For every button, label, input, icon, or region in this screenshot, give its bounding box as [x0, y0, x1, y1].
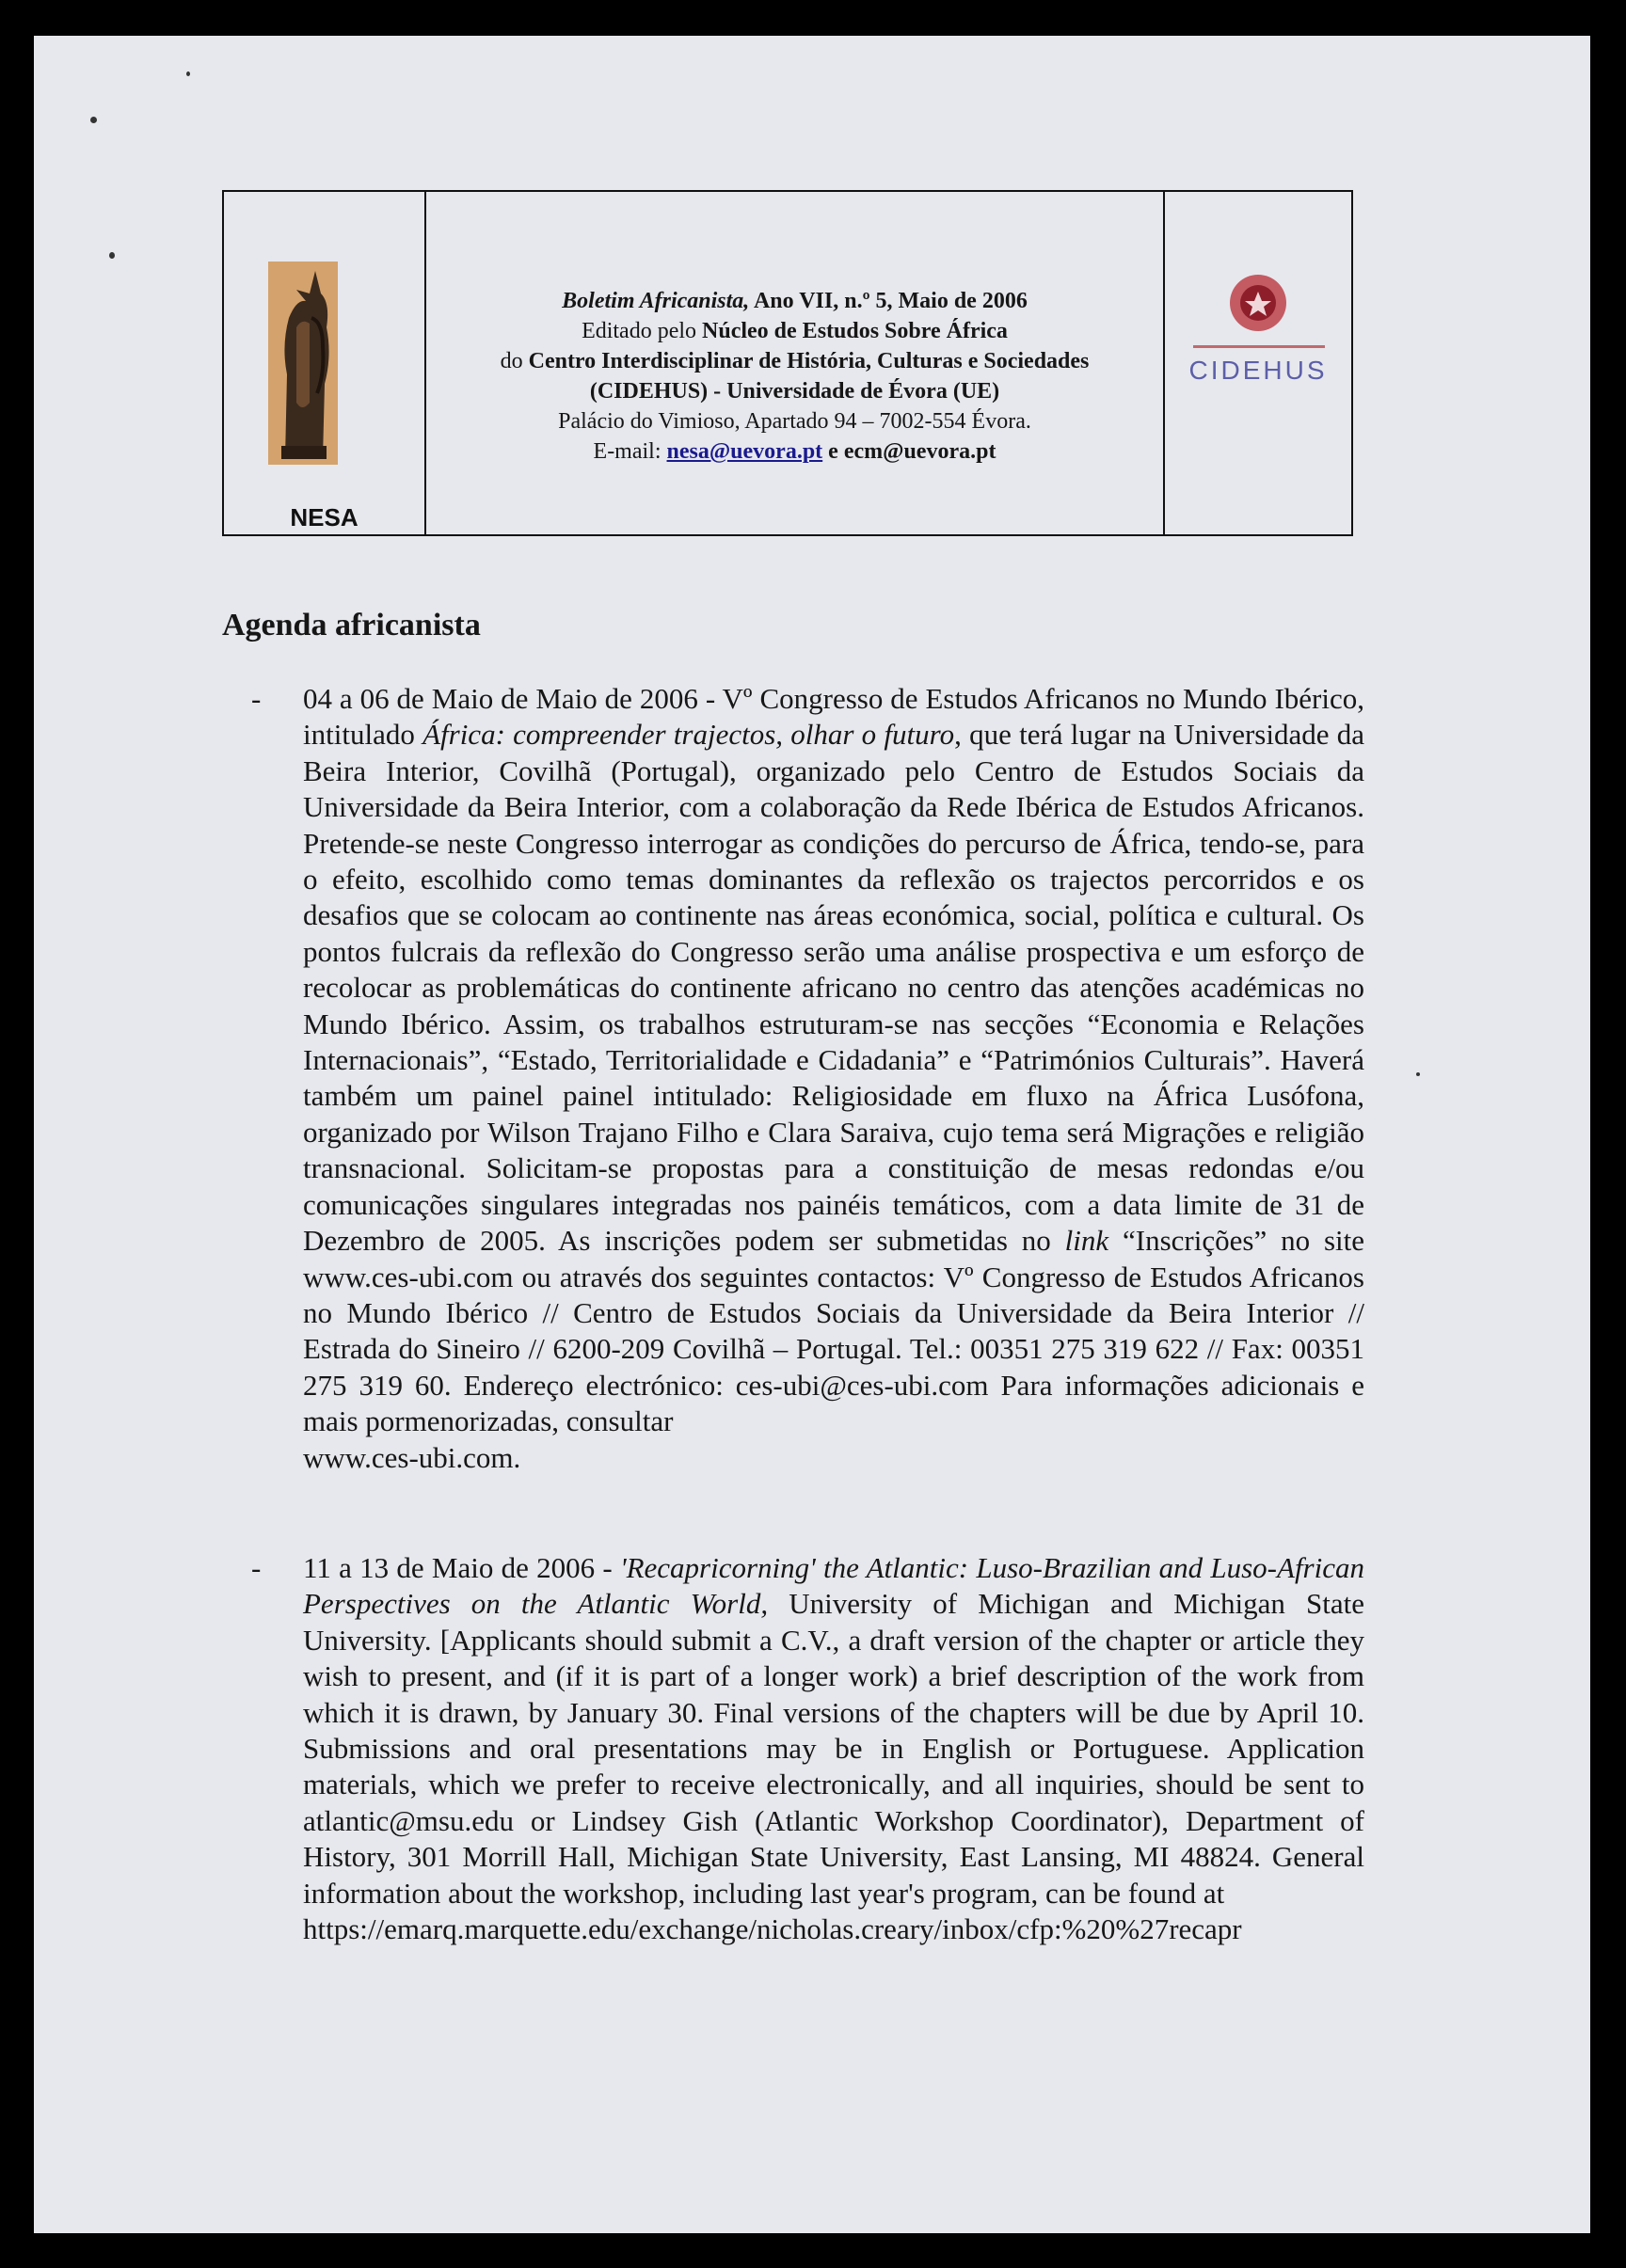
email-link-nesa[interactable]: nesa@uevora.pt: [666, 439, 823, 464]
cidehus-logo-text: CIDEHUS: [1188, 356, 1328, 385]
entry-url: www.ces-ubi.com.: [303, 1440, 521, 1474]
bulletin-title: Boletim Africanista,: [562, 289, 750, 313]
entry-text: Vº Congresso de Estudos Africanos no Mundo Ibérico, intitulado: [303, 682, 1364, 752]
masthead-box: [222, 190, 1353, 536]
entry-url: https://emarq.marquette.edu/exchange/nicholas.creary/inbox/cfp:%20%27recapr: [303, 1912, 1242, 1946]
editor-org: Núcleo de Estudos Sobre África: [702, 319, 1008, 343]
section-heading: Agenda africanista: [222, 608, 481, 642]
masthead-center-cell: [426, 192, 1165, 534]
email-line: [426, 436, 1163, 467]
entry-date: 04 a 06 de Maio de Maio de 2006 -: [303, 682, 723, 715]
email-prefix: E-mail:: [593, 439, 667, 464]
entry-dash: -: [251, 1551, 262, 1584]
entry-link-italic: link: [1064, 1224, 1109, 1258]
scan-speck: [109, 252, 115, 259]
centre-line: [426, 346, 1163, 376]
agenda-entry: [251, 681, 1365, 1476]
entry-date: 11 a 13 de Maio de 2006 -: [303, 1551, 620, 1584]
cidehus-logo-rule: [1193, 342, 1325, 352]
university-seal-icon: [1228, 273, 1288, 333]
centre-org: Centro Interdisciplinar de História, Culturas e Sociedades: [528, 349, 1090, 373]
bulletin-issue: Ano VII, n.º 5, Maio de 2006: [749, 289, 1028, 313]
entry-text: “Inscrições” no site www.ces-ubi.com ou através dos seguintes contactos: Vº Congresso de Estudos Africanos no Mundo Ibérico // Centro de Estudos Sociais da Universidade da Beira Interior // Estrada do Sineiro // 6200-209 Covilhã – Portugal. Tel.: 00351 275 319 622 // Fax: 00351 275 319 60. Endereço electrónico: ces-ubi@ces-ubi.com Para informações adicionais e mais pormenorizadas, consultar: [303, 1224, 1365, 1438]
email-join: e: [822, 439, 844, 464]
centre-prefix: do: [500, 349, 529, 373]
email-ecm: ecm@uevora.pt: [843, 439, 996, 464]
editor-line: [426, 316, 1163, 346]
entry-dash: -: [251, 682, 262, 715]
university-line: [426, 376, 1163, 406]
bulletin-title-line: [426, 286, 1163, 316]
scan-speck: [186, 71, 190, 76]
nesa-label: NESA: [290, 503, 359, 531]
agenda-entry: [251, 1550, 1365, 1947]
editor-prefix: Editado pelo: [582, 319, 703, 343]
scan-speck: [1416, 1072, 1420, 1076]
university-name: (CIDEHUS) - Universidade de Évora (UE): [589, 379, 1000, 404]
entry-text: University of Michigan and Michigan State University. [Applicants should submit a C.V., a draft version of the chapter or article they wish to present, and (if it is part of a longer work) a brief description of the work from which it is drawn, by January 30. Final versions of the chapters will be due by April 10. Submissions and oral presentations may be in English or Portuguese. Application materials, which we prefer to receive electronically, and all inquiries, should be sent to atlantic@msu.edu or Lindsey Gish (Atlantic Workshop Coordinator), Department of History, 301 Morrill Hall, Michigan State University, East Lansing, MI 48824. General information about the workshop, including last year's program, can be found at: [303, 1587, 1365, 1910]
masthead-left-cell: [224, 192, 426, 534]
masthead-text: [426, 286, 1163, 467]
nesa-logo-sculpture: [268, 262, 338, 465]
address-line: Palácio do Vimioso, Apartado 94 – 7002-554 Évora.: [558, 409, 1031, 434]
entry-title-italic: 'Recapricorning' the Atlantic: Luso-Brazilian and Luso-African Perspectives on the Atlantic World,: [303, 1551, 1364, 1621]
entry-text: , que terá lugar na Universidade da Beira Interior, Covilhã (Portugal), organizado pelo Centro de Estudos Sociais da Universidade da Beira Interior, com a colaboração da Rede Ibérica de Estudos Africanos. Pretende-se neste Congresso interrogar as condições do percurso de África, tendo-se, para o efeito, escolhido como temas dominantes da reflexão os trajectos percorridos e os desafios que se colocam ao continente nas áreas económica, social, política e cultural. Os pontos fulcrais da reflexão do Congresso serão uma análise prospectiva e um esforço de recolocar as problemáticas do continente africano no centro das atenções académicas no Mundo Ibérico. Assim, os trabalhos estruturam-se nas secções “Economia e Relações Internacionais”, “Estado, Territorialidade e Cidadania” e “Patrimónios Culturais”. Haverá também um painel painel intitulado: Religiosidade em fluxo na África Lusófona, organizado por Wilson Trajano Filho e Clara Saraiva, cujo tema será Migrações e religião transnacional. Solicitam-se propostas para a constituição de mesas redondas e/ou comunicações singulares integradas nos painéis temáticos, com a data limite de 31 de Dezembro de 2005. As inscrições podem ser submetidas no: [303, 718, 1365, 1258]
scan-speck: [90, 117, 97, 123]
masthead-right-cell: [1165, 192, 1351, 534]
entry-title-italic: África: compreender trajectos, olhar o futuro: [422, 718, 955, 752]
